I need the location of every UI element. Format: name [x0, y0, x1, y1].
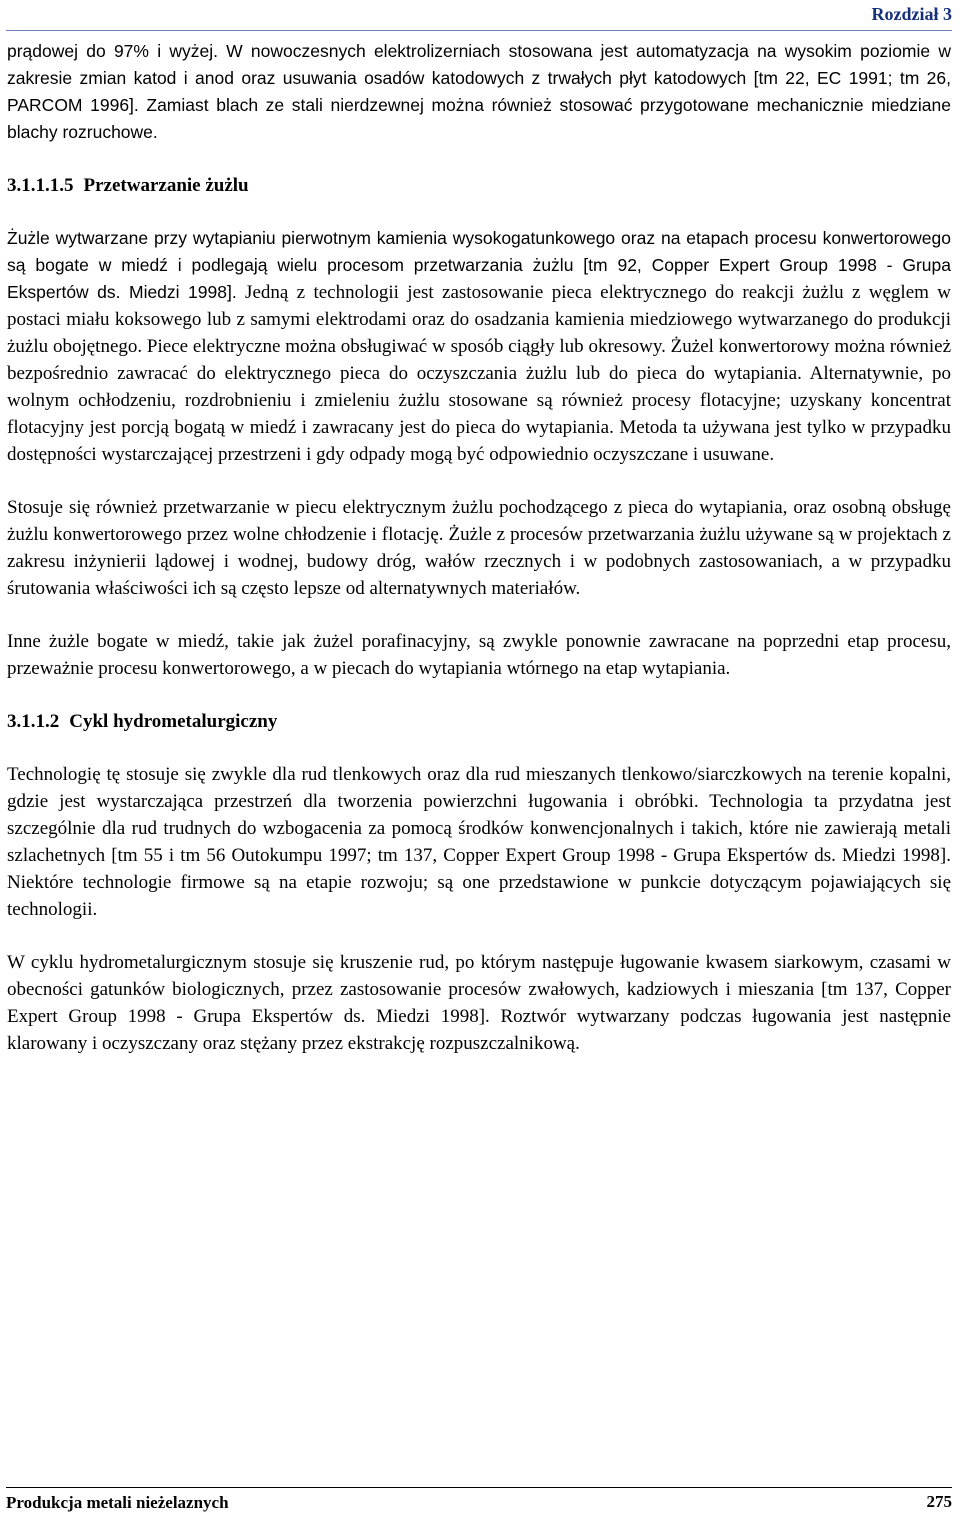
section-heading-hydrometallurgy [7, 708, 951, 735]
paragraph-other-slags: Inne żużle bogate w miedź, takie jak żużel porafinacyjny, są zwykle ponownie zawracane na poprzedni etap procesu, przeważnie procesu konwertorowego, a w piecach do wytapiania wtórnego na etap wytapiania. [7, 631, 951, 679]
section-heading-slag-processing [7, 172, 951, 199]
page-header [6, 4, 952, 31]
page-body [7, 38, 951, 1057]
footer-title: Produkcja metali nieżelaznych [6, 1493, 229, 1512]
paragraph-slag-processing-part1: Żużle wytwarzane przy wytapianiu pierwotnym kamienia wysokogatunkowego oraz na etapach procesu konwertorowego są bogate w miedź i podlegają wielu procesom przetwarzania żużlu [tm 92, Copper Expert Group 1998 - Grupa Ekspertów ds. Miedzi 1998]. [7, 228, 951, 302]
paragraph-electrolysis-continued: prądowej do 97% i wyżej. W nowoczesnych elektrolizerniach stosowana jest automatyzacja na wysokim poziomie w zakresie zmian katod i anod oraz usuwania osadów katodowych z trwałych płyt katodowych [tm 22, EC 1991; tm 26, PARCOM 1996]. Zamiast blach ze stali nierdzewnej można również stosować przygotowane mechanicznie miedziane blachy rozruchowe. [7, 41, 951, 142]
page-footer [6, 1487, 952, 1512]
paragraph-hydrometallurgy-technology: Technologię tę stosuje się zwykle dla rud tlenkowych oraz dla rud mieszanych tlenkowo/siarczkowych na terenie kopalni, gdzie jest wystarczająca przestrzeń dla tworzenia powierzchni ługowania i obróbki. Technologia ta przydatna jest szczególnie dla rud trudnych do wzbogacenia za pomocą środków konwencjonalnych i takich, które nie zawierają metali szlachetnych [tm 55 i tm 56 Outokumpu 1997; tm 137, Copper Expert Group 1998 - Grupa Ekspertów ds. Miedzi 1998]. Niektóre technologie firmowe są na etapie rozwoju; są one przedstawione w punkcie dotyczącym pojawiających się technologii. [7, 764, 951, 920]
paragraph-slag-processing-part2: Jedną z technologii jest zastosowanie pieca elektrycznego do reakcji żużlu z węglem w postaci miału koksowego lub z samymi elektrodami oraz do osadzania kamienia miedziowego wytwarzanego do produkcji żużlu obojętnego. Piece elektryczne można obsługiwać w sposób ciągły lub okresowy. Żużel konwertorowy można również bezpośrednio zawracać do elektrycznego pieca do oczyszczania żużlu lub do pieca do wytapiania. Alternatywnie, po wolnym ochłodzeniu, rozdrobnieniu i zmieleniu żużlu stosowane są również procesy flotacyjne; uzyskany koncentrat flotacyjny jest porcją bogatą w miedź i zawracany jest do pieca do wytapiania. Metoda ta używana jest tylko w przypadku dostępności wystarczającej przestrzeni i gdy odpady mogą być odpowiednio oczyszczane i usuwane. [7, 282, 951, 465]
page-number: 275 [926, 1492, 952, 1511]
section-title: Przetwarzanie żużlu [83, 175, 249, 196]
paragraph-slag-processing [7, 225, 951, 468]
paragraph-hydrometallurgy-cycle: W cyklu hydrometalurgicznym stosuje się kruszenie rud, po którym następuje ługowanie kwasem siarkowym, czasami w obecności gatunków biologicznych, przez zastosowanie procesów zwałowych, kadziowych i mieszania [tm 137, Copper Expert Group 1998 - Grupa Ekspertów ds. Miedzi 1998]. Roztwór wytwarzany podczas ługowania jest następnie klarowany i oczyszczany oraz stężany przez ekstrakcję rozpuszczalnikową. [7, 952, 951, 1054]
paragraph-electric-furnace: Stosuje się również przetwarzanie w piecu elektrycznym żużlu pochodzącego z pieca do wytapiania, oraz osobną obsługę żużlu konwertorowego przez wolne chłodzenie i flotację. Żużle z procesów przetwarzania żużlu używane są w projektach z zakresu inżynierii lądowej i wodnej, budowy dróg, wałów rzecznych i w podobnych zastosowaniach, a w przypadku śrutowania właściwości ich są często lepsze od alternatywnych materiałów. [7, 497, 951, 599]
section-title: Cykl hydrometalurgiczny [69, 711, 278, 732]
section-number: 3.1.1.1.5 [7, 175, 74, 196]
section-number: 3.1.1.2 [7, 711, 60, 732]
chapter-label: Rozdział 3 [871, 4, 952, 24]
